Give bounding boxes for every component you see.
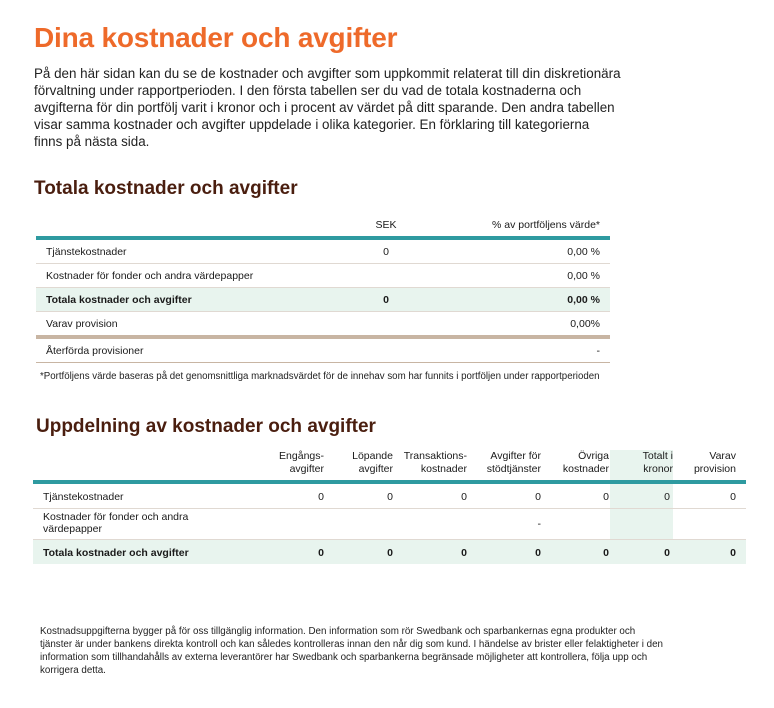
disclaimer-line: information som tillhandahålls av externa leverantörer har Swedbank och sparbankerna begränsade möjligheter att kontrollera, följa upp och (40, 652, 648, 663)
column-header-line: Övriga (578, 450, 609, 462)
column-header (610, 450, 673, 476)
table-row (33, 509, 746, 540)
split-costs-heading: Uppdelning av kostnader och avgifter (36, 416, 376, 437)
total-costs-heading: Totala kostnader och avgifter (34, 178, 298, 199)
column-header-line: Avgifter för (490, 450, 541, 462)
row-label: Kostnader för fonder och andra värdepapper (46, 270, 254, 282)
cell-value: - (537, 518, 541, 530)
column-header-line: avgifter (289, 463, 324, 475)
intro-paragraph (34, 65, 644, 150)
disclaimer-line: tjänster är under bankens direkta kontroll och kan således kontrolleras innan den når dig som kund. I händelse av brister eller felaktigheter i den (40, 639, 664, 650)
column-header-percent: % av portföljens värde* (492, 219, 600, 231)
disclaimer-text (40, 625, 730, 677)
split-costs-table (33, 450, 746, 564)
row-label: Tjänstekostnader (46, 246, 127, 258)
cell-value: 0 (664, 547, 670, 559)
cell-value: 0 (730, 491, 736, 503)
intro-line: förvaltning under rapportperioden. I den första tabellen ser du vad de totala kostnaderna och (34, 83, 582, 98)
column-header-line: Transaktions- (403, 450, 467, 462)
intro-line: visar samma kostnader och avgifter uppdelade i olika kategorier. En förklaring till kategorierna (34, 117, 590, 132)
row-sek-value: 0 (383, 246, 389, 258)
table-row (36, 312, 610, 335)
cell-value: 0 (387, 547, 393, 559)
row-percent-value: 0,00 % (567, 294, 600, 306)
intro-line: finns på nästa sida. (34, 134, 150, 149)
column-header-line: Engångs- (279, 450, 324, 462)
row-label: Varav provision (46, 318, 118, 330)
cell-value: 0 (730, 547, 736, 559)
table-header (36, 216, 610, 236)
column-header-line: Varav (709, 450, 736, 462)
column-header-line: provision (693, 463, 736, 475)
cell-value: 0 (318, 547, 324, 559)
table-row (36, 264, 610, 288)
row-label: Tjänstekostnader (43, 491, 124, 503)
footnote: *Portföljens värde baseras på det genomsnittliga marknadsvärdet för de innehav som har funnits i portföljen under rapportperioden (40, 371, 600, 382)
cell-value: 0 (318, 491, 324, 503)
total-column-band (610, 509, 673, 539)
row-label-line: värdepapper (43, 523, 102, 535)
intro-line: På den här sidan kan du se de kostnader och avgifter som uppkommit relaterat till din diskretionära (34, 66, 621, 81)
row-percent-value: - (596, 345, 600, 357)
intro-line: avgifterna för din portfölj varit i kronor och i procent av värdet på ditt sparande. Den andra tabellen (34, 100, 615, 115)
cell-value: 0 (461, 547, 467, 559)
column-header (473, 450, 541, 476)
row-percent-value: 0,00 % (567, 270, 600, 282)
cell-value: 0 (664, 491, 670, 503)
page-title: Dina kostnader och avgifter (34, 22, 398, 53)
column-header-line: Totalt i (642, 450, 673, 462)
disclaimer-line: korrigera detta. (40, 665, 106, 676)
column-header-line: stödtjänster (486, 463, 541, 475)
total-costs-table (36, 216, 610, 363)
column-header-sek: SEK (375, 219, 397, 231)
table-header (33, 450, 746, 480)
cell-value: 0 (535, 491, 541, 503)
table-row (36, 240, 610, 264)
row-label (43, 511, 188, 535)
column-header (678, 450, 736, 476)
column-header (333, 450, 393, 476)
table-row (36, 339, 610, 363)
column-header (393, 450, 467, 476)
table-row-total (36, 288, 610, 312)
cell-value: 0 (603, 491, 609, 503)
row-label: Totala kostnader och avgifter (46, 294, 192, 306)
column-header (273, 450, 324, 476)
cell-value: 0 (461, 491, 467, 503)
column-header-line: avgifter (358, 463, 393, 475)
disclaimer-line: Kostnadsuppgifterna bygger på för oss tillgänglig information. Den information som rör Swedbank och sparbankernas egna produkter och (40, 626, 636, 637)
cell-value: 0 (603, 547, 609, 559)
column-header-line: kostnader (562, 463, 609, 475)
column-header-line: kronor (643, 463, 673, 475)
column-header (553, 450, 609, 476)
column-header-line: kostnader (420, 463, 467, 475)
row-percent-value: 0,00% (570, 318, 600, 330)
table-row (33, 484, 746, 509)
table-row-total (33, 540, 746, 564)
row-label-line: Kostnader för fonder och andra (43, 511, 189, 523)
cell-value: 0 (387, 491, 393, 503)
row-sek-value: 0 (383, 294, 389, 306)
column-header-line: Löpande (352, 450, 393, 462)
row-label: Totala kostnader och avgifter (43, 547, 189, 559)
row-label: Återförda provisioner (46, 345, 144, 357)
row-percent-value: 0,00 % (567, 246, 600, 258)
cell-value: 0 (535, 547, 541, 559)
